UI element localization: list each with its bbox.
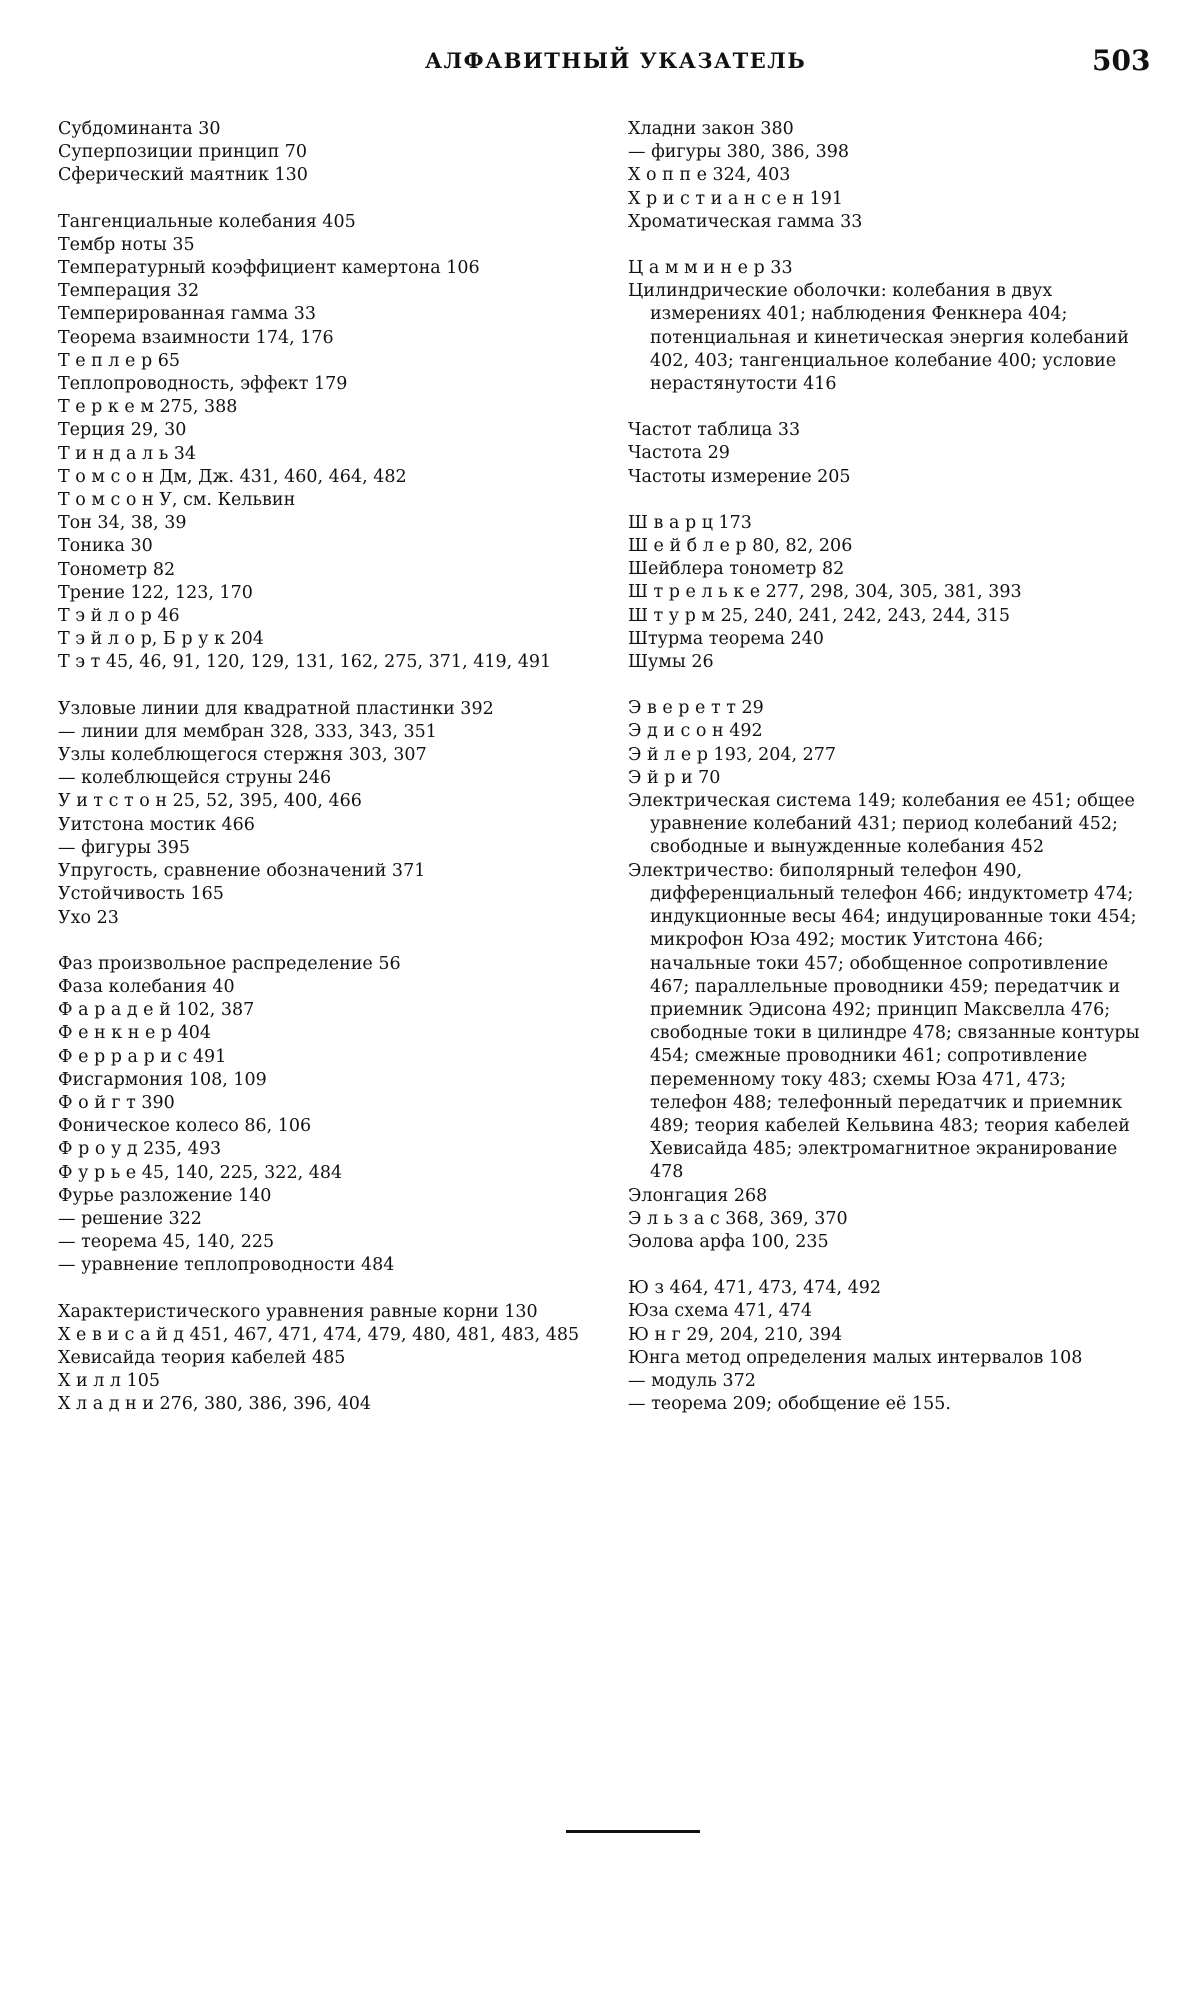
group-spacer — [628, 489, 1148, 512]
index-entry: Х л а д н и 276, 380, 386, 396, 404 — [58, 1394, 372, 1415]
index-entry: Эолова арфа 100, 235 — [628, 1231, 829, 1252]
index-entry: Темперированная гамма 33 — [58, 304, 317, 325]
index-entry: Юнга метод определения малых интервалов 108 — [628, 1347, 1083, 1368]
group-spacer — [58, 188, 588, 211]
index-entry: Частота 29 — [628, 443, 730, 464]
index-entry: — уравнение теплопроводности 484 — [58, 1255, 395, 1276]
index-entry: Темперация 32 — [58, 281, 200, 302]
index-entry: Субдоминанта 30 — [58, 119, 221, 139]
index-entry: Частот таблица 33 — [628, 420, 801, 441]
index-entry: Т и н д а л ь 34 — [58, 443, 197, 464]
index-entry: Фоническое колесо 86, 106 — [58, 1116, 312, 1137]
group-spacer — [628, 234, 1148, 257]
index-entry: Фаза колебания 40 — [58, 976, 235, 997]
index-entry: Х е в и с а й д 451, 467, 471, 474, 479, 480, 481, 483, 485 — [58, 1324, 580, 1345]
index-column-left — [58, 118, 588, 1417]
group-spacer — [628, 396, 1148, 419]
index-entry: Ш в а р ц 173 — [628, 512, 752, 533]
index-entry: Фурье разложение 140 — [58, 1185, 272, 1206]
index-entry: — колеблющейся струны 246 — [58, 768, 332, 789]
index-entry: — линии для мембран 328, 333, 343, 351 — [58, 721, 437, 742]
index-entry: Суперпозиции принцип 70 — [58, 142, 308, 163]
end-rule — [566, 1830, 700, 1833]
index-entry: Тембр ноты 35 — [58, 234, 195, 255]
index-entry: — теорема 45, 140, 225 — [58, 1232, 275, 1253]
index-entry: Ю з 464, 471, 473, 474, 492 — [628, 1278, 882, 1299]
index-column-right — [628, 118, 1148, 1416]
index-entry: Электрическая система 149; колебания ее 451; общее уравнение колебаний 431; период колебаний 452; свободные и вынужденные колебания 452 — [628, 791, 1135, 858]
index-entry: Элонгация 268 — [628, 1185, 768, 1206]
index-entry: Уитстона мостик 466 — [58, 814, 255, 835]
index-entry: Цилиндрические оболочки: колебания в двух измерениях 401; наблюдения Фенкнера 404; потенциальная и кинетическая энергия колебаний 402, 403; тангенциальное колебание 400; условие нерастянутости 416 — [628, 281, 1129, 395]
index-entry: Ф р о у д 235, 493 — [58, 1139, 222, 1160]
index-entry: Ф у р ь е 45, 140, 225, 322, 484 — [58, 1162, 343, 1183]
index-entry: Э д и с о н 492 — [628, 721, 763, 742]
index-entry: Ц а м м и н е р 33 — [628, 258, 793, 279]
index-entry: Э й р и 70 — [628, 767, 721, 788]
index-entry: — теорема 209; обобщение её 155. — [628, 1394, 951, 1415]
index-entry: Ф о й г т 390 — [58, 1092, 175, 1113]
index-entry: Шейблера тонометр 82 — [628, 559, 845, 580]
index-entry: Трение 122, 123, 170 — [58, 582, 253, 603]
index-entry: Узловые линии для квадратной пластинки 392 — [58, 698, 494, 719]
index-entry: Температурный коэффициент камертона 106 — [58, 258, 480, 279]
index-entry: Фисгармония 108, 109 — [58, 1069, 267, 1090]
index-entry: Тонометр 82 — [58, 559, 176, 580]
index-entry: Хевисайда теория кабелей 485 — [58, 1347, 346, 1368]
index-entry: Тангенциальные колебания 405 — [58, 211, 356, 232]
page-number: 503 — [1092, 44, 1151, 77]
index-entry: Тон 34, 38, 39 — [58, 513, 187, 534]
group-spacer — [628, 1254, 1148, 1277]
index-entry: Упругость, сравнение обозначений 371 — [58, 861, 426, 882]
index-entry: Частоты измерение 205 — [628, 466, 851, 487]
index-entry: Т э й л о р, Б р у к 204 — [58, 629, 264, 650]
running-title: АЛФАВИТНЫЙ УКАЗАТЕЛЬ — [425, 48, 807, 73]
index-entry: Тоника 30 — [58, 536, 153, 557]
index-entry: Хроматическая гамма 33 — [628, 211, 863, 232]
index-entry: Теплопроводность, эффект 179 — [58, 374, 348, 395]
index-entry: Х и л л 105 — [58, 1371, 161, 1392]
index-entry: Т е р к е м 275, 388 — [58, 397, 238, 418]
index-entry: Характеристического уравнения равные корни 130 — [58, 1301, 538, 1322]
index-entry: Устойчивость 165 — [58, 884, 224, 905]
index-entry: — фигуры 395 — [58, 837, 190, 858]
index-entry: У и т с т о н 25, 52, 395, 400, 466 — [58, 791, 362, 812]
index-entry: Ф а р а д е й 102, 387 — [58, 1000, 255, 1021]
group-spacer — [58, 930, 588, 953]
index-entry: Теорема взаимности 174, 176 — [58, 327, 334, 348]
index-entry: Сферический маятник 130 — [58, 165, 308, 186]
index-entry: Ш т р е л ь к е 277, 298, 304, 305, 381, 393 — [628, 582, 1022, 603]
index-entry: Х о п п е 324, 403 — [628, 165, 791, 186]
index-entry: Ухо 23 — [58, 907, 119, 928]
index-entry: — модуль 372 — [628, 1370, 756, 1391]
index-entry: Ю н г 29, 204, 210, 394 — [628, 1324, 843, 1345]
index-entry: Узлы колеблющегося стержня 303, 307 — [58, 745, 427, 766]
group-spacer — [628, 674, 1148, 697]
index-entry: Ш т у р м 25, 240, 241, 242, 243, 244, 315 — [628, 605, 1011, 626]
index-entry: Э в е р е т т 29 — [628, 698, 764, 719]
index-entry: Терция 29, 30 — [58, 420, 187, 441]
index-entry: Ф е н к н е р 404 — [58, 1023, 212, 1044]
index-entry: Т э т 45, 46, 91, 120, 129, 131, 162, 275, 371, 419, 491 — [58, 652, 552, 673]
index-entry: Т о м с о н У, см. Кельвин — [58, 490, 296, 511]
index-entry: Юза схема 471, 474 — [628, 1301, 812, 1322]
index-entry: Шумы 26 — [628, 652, 714, 673]
index-entry: Э л ь з а с 368, 369, 370 — [628, 1208, 848, 1229]
index-entry: Э й л е р 193, 204, 277 — [628, 744, 837, 765]
index-entry: Штурма теорема 240 — [628, 628, 824, 649]
index-entry: — решение 322 — [58, 1208, 202, 1229]
index-entry: Фаз произвольное распределение 56 — [58, 953, 401, 974]
group-spacer — [58, 675, 588, 698]
index-entry: — фигуры 380, 386, 398 — [628, 142, 850, 163]
index-entry: Хладни закон 380 — [628, 119, 794, 139]
index-entry: Т о м с о н Дм, Дж. 431, 460, 464, 482 — [58, 466, 407, 487]
index-entry: Ш е й б л е р 80, 82, 206 — [628, 536, 853, 557]
index-entry: Х р и с т и а н с е н 191 — [628, 188, 843, 209]
index-entry: Т е п л е р 65 — [58, 350, 181, 371]
group-spacer — [58, 1278, 588, 1301]
index-entry: Электричество: биполярный телефон 490, дифференциальный телефон 466; индуктометр 474; индукционные весы 464; индуцированные токи 454; микрофон Юза 492; мостик Уитстона 466; начальные токи 457; обобщенное сопротивление 467; параллельные проводники 459; передатчик и приемник Эдисона 492; принцип Максвелла 476; свободные токи в цилиндре 478; связанные контуры 454; смежные проводники 461; сопротивление переменному току 483; схемы Юза 471, 473; телефон 488; телефонный передатчик и приемник 489; теория кабелей Кельвина 483; теория кабелей Хевисайда 485; электромагнитное экранирование 478 — [628, 860, 1140, 1183]
index-entry: Ф е р р а р и с 491 — [58, 1046, 227, 1067]
index-entry: Т э й л о р 46 — [58, 606, 180, 627]
